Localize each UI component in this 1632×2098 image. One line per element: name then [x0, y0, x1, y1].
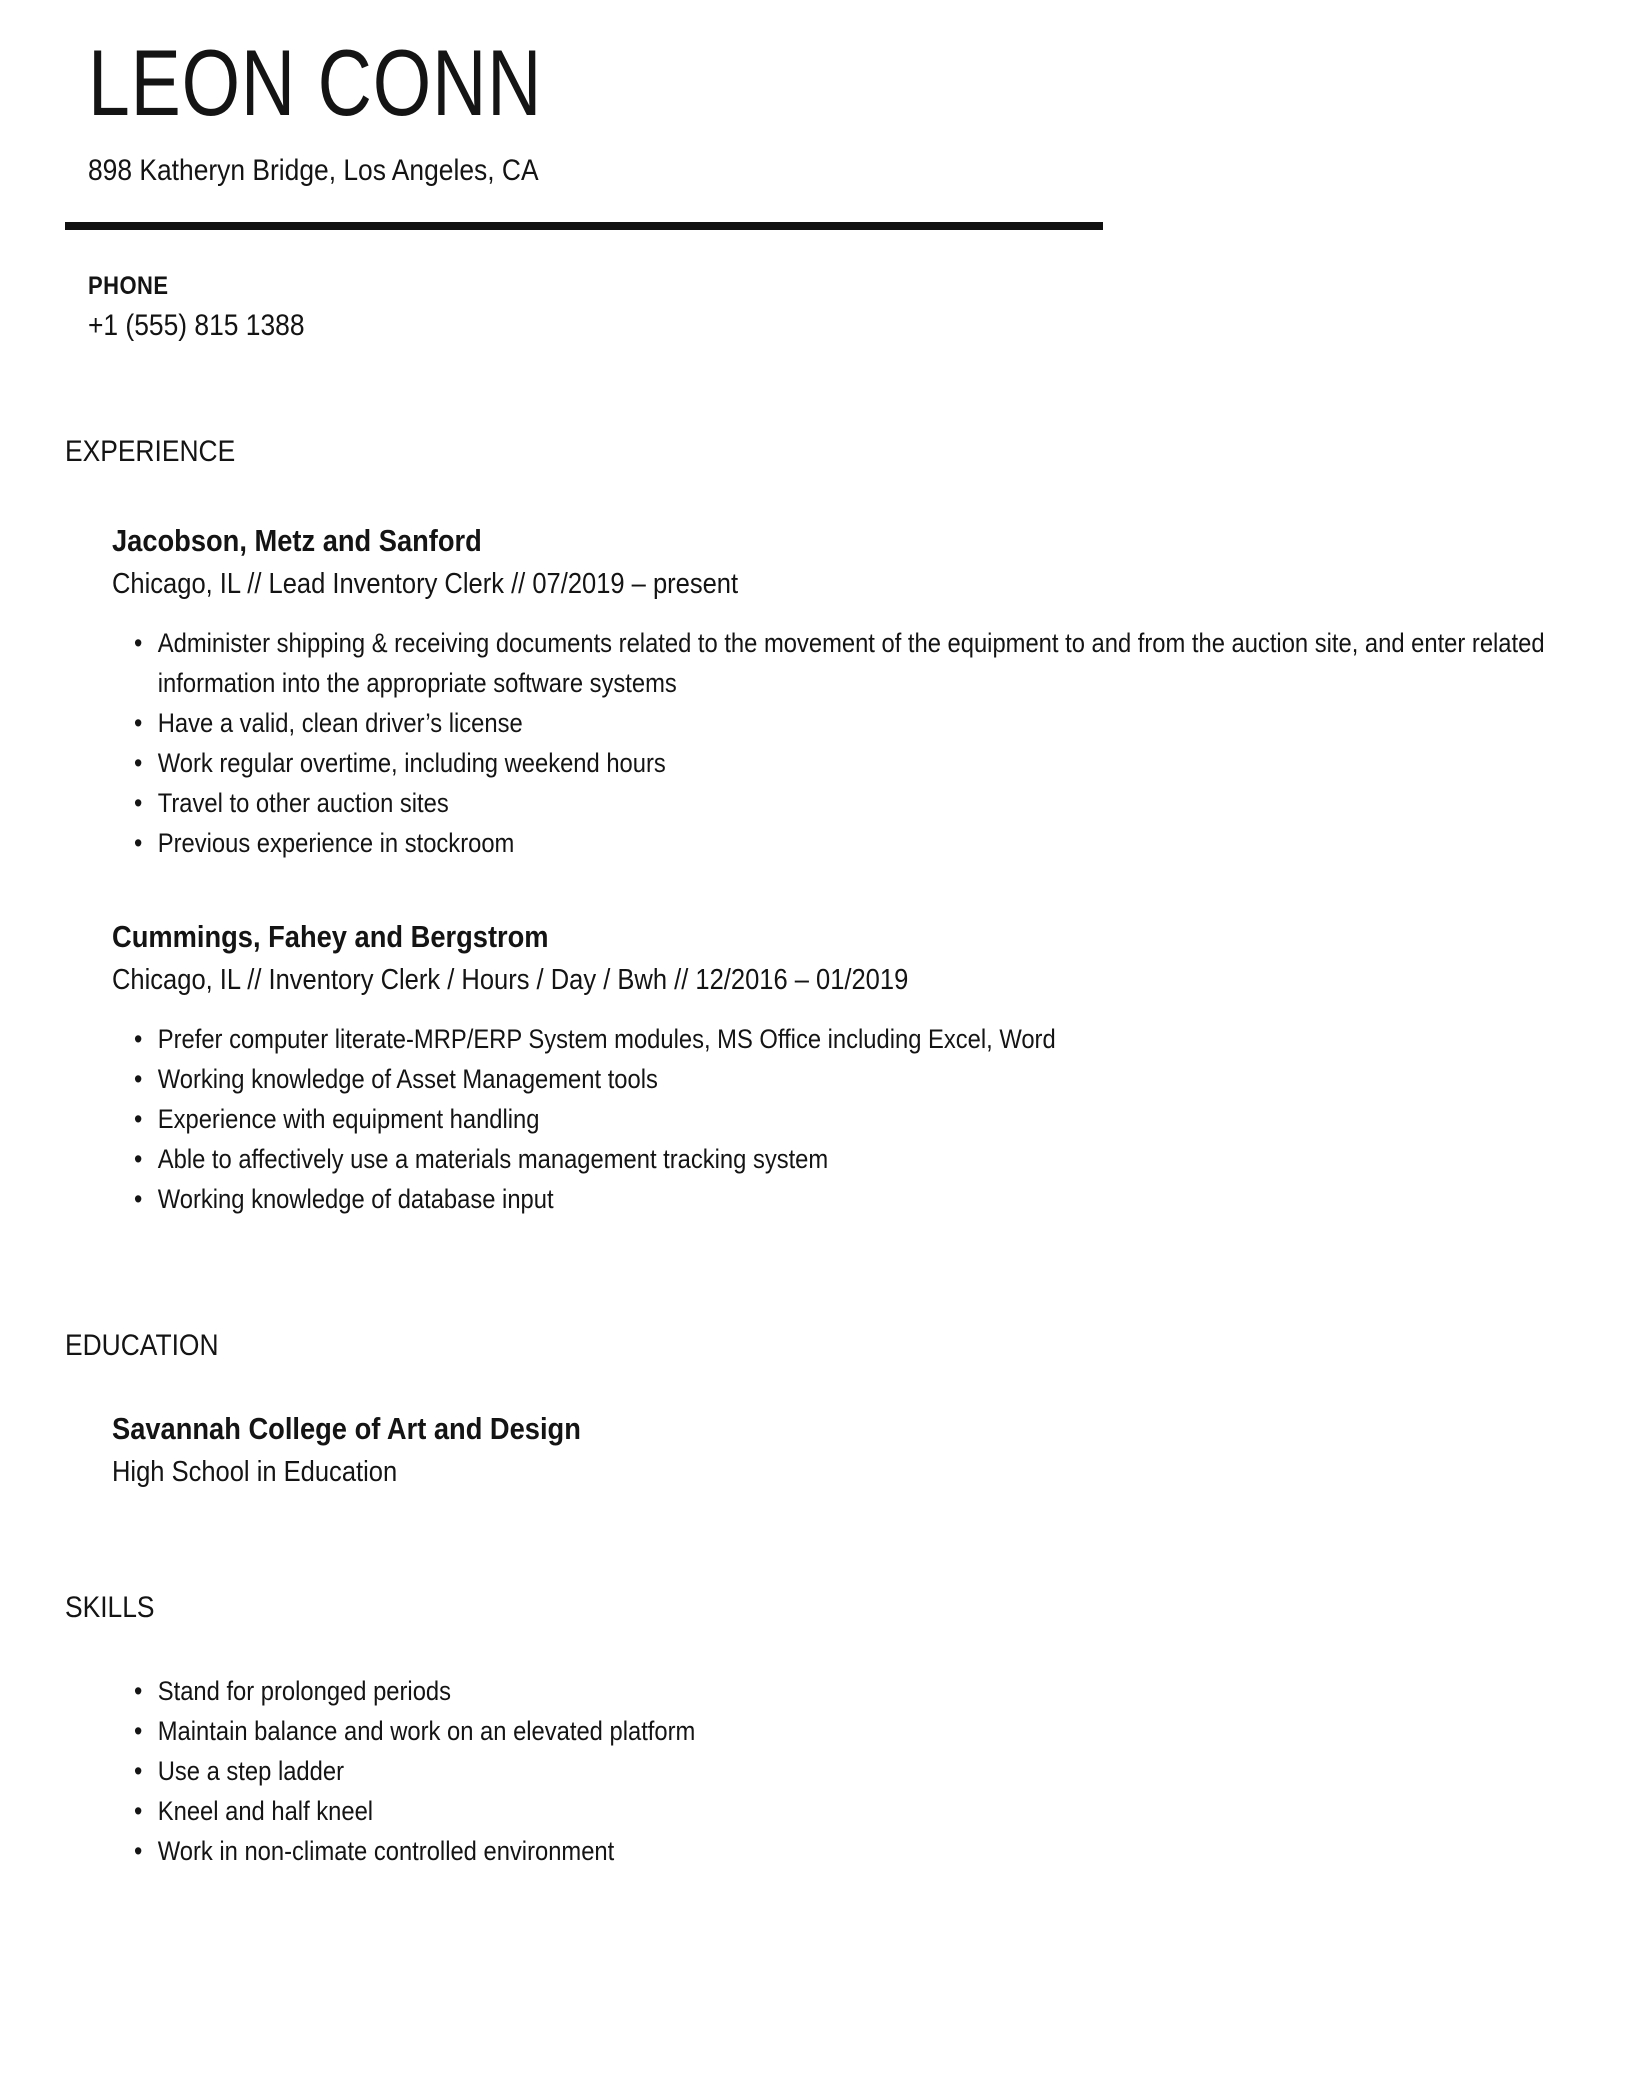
resume-header	[65, 30, 1632, 342]
skills-bullets	[112, 1671, 1555, 1871]
candidate-name: LEON CONN	[88, 30, 543, 135]
bullet-item: • Working knowledge of Asset Management tools	[158, 1059, 1555, 1099]
job-meta: Chicago, IL // Lead Inventory Clerk // 07/2019 – present	[112, 568, 739, 600]
phone-value: +1 (555) 815 1388	[88, 309, 305, 342]
bullet-item: • Prefer computer literate-MRP/ERP System modules, MS Office including Excel, Word	[158, 1019, 1555, 1059]
job-company: Cummings, Fahey and Bergstrom	[112, 919, 549, 954]
education-heading: EDUCATION	[65, 1329, 219, 1362]
bullet-item: • Work in non-climate controlled environment	[158, 1831, 1555, 1871]
job-entry	[112, 525, 1632, 863]
bullet-item: • Travel to other auction sites	[158, 783, 1555, 823]
job-bullets	[112, 1019, 1555, 1219]
school-degree: High School in Education	[112, 1456, 398, 1488]
header-divider	[65, 222, 1103, 230]
bullet-item: • Experience with equipment handling	[158, 1099, 1555, 1139]
job-entry	[112, 921, 1632, 1219]
candidate-address: 898 Katheryn Bridge, Los Angeles, CA	[88, 154, 539, 187]
job-bullets	[112, 623, 1555, 863]
skills-heading: SKILLS	[65, 1591, 155, 1624]
experience-section	[65, 437, 1632, 1219]
bullet-item: • Kneel and half kneel	[158, 1791, 1555, 1831]
job-company: Jacobson, Metz and Sanford	[112, 523, 482, 558]
phone-label: PHONE	[88, 272, 169, 300]
bullet-item: • Stand for prolonged periods	[158, 1671, 1555, 1711]
bullet-item: • Previous experience in stockroom	[158, 823, 1555, 863]
bullet-item: • Work regular overtime, including weekend hours	[158, 743, 1555, 783]
bullet-item: • Have a valid, clean driver’s license	[158, 703, 1555, 743]
school-name: Savannah College of Art and Design	[112, 1411, 581, 1446]
bullet-item: • Administer shipping & receiving documents related to the movement of the equipment to and from the auction site, and enter related information into the appropriate software systems	[158, 623, 1555, 703]
job-meta: Chicago, IL // Inventory Clerk / Hours / Day / Bwh // 12/2016 – 01/2019	[112, 964, 909, 996]
bullet-item: • Use a step ladder	[158, 1751, 1555, 1791]
bullet-item: • Maintain balance and work on an elevated platform	[158, 1711, 1555, 1751]
bullet-item: • Able to affectively use a materials management tracking system	[158, 1139, 1555, 1179]
bullet-item: • Working knowledge of database input	[158, 1179, 1555, 1219]
skills-section	[65, 1593, 1632, 1871]
school-entry	[112, 1413, 1632, 1487]
education-section	[65, 1331, 1632, 1487]
experience-heading: EXPERIENCE	[65, 435, 236, 468]
